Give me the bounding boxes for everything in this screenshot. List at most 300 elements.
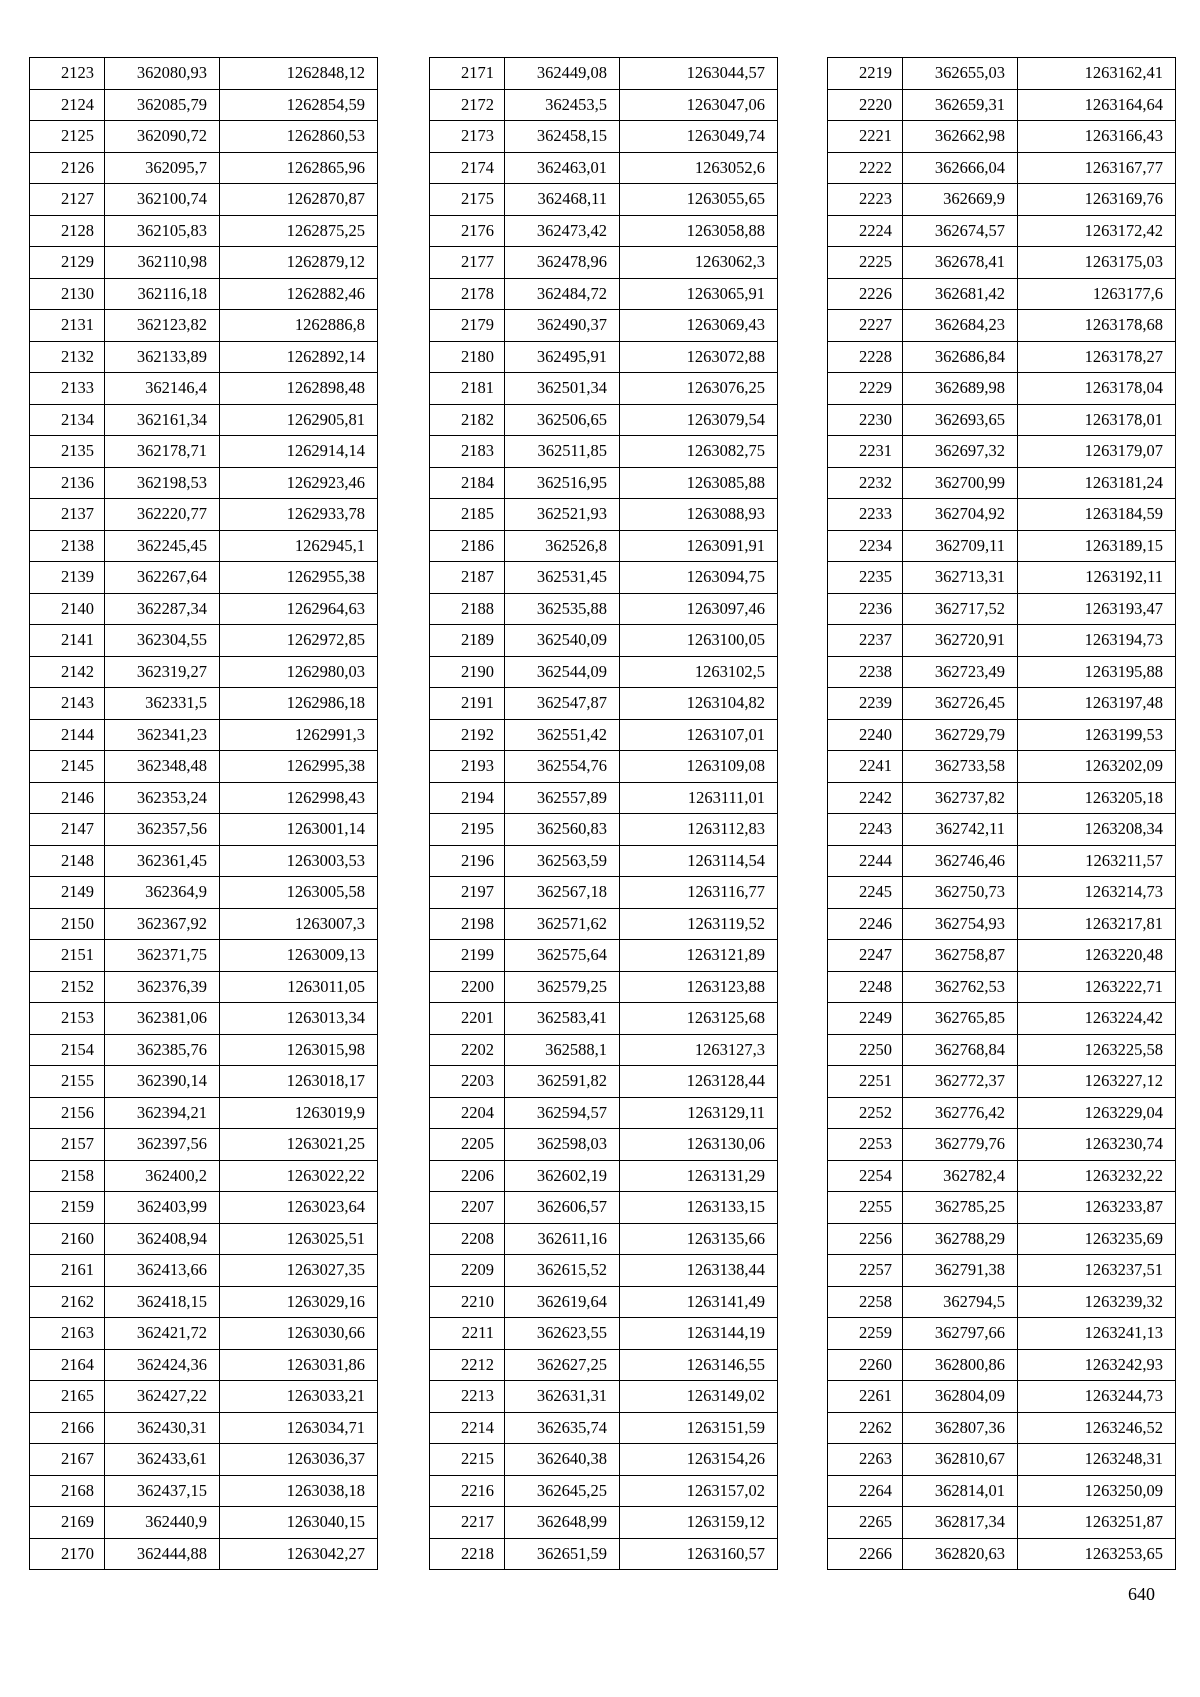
table-row [430,1255,778,1287]
point-number-cell: 2128 [30,215,105,247]
point-number-cell: 2232 [828,467,903,499]
y-coordinate-cell: 1262972,85 [220,625,378,657]
point-number-cell: 2229 [828,373,903,405]
x-coordinate-cell: 362361,45 [105,845,220,877]
y-coordinate-cell: 1263058,88 [620,215,778,247]
x-coordinate-cell: 362433,61 [105,1444,220,1476]
x-coordinate-cell: 362341,23 [105,719,220,751]
y-coordinate-cell: 1263244,73 [1018,1381,1176,1413]
y-coordinate-cell: 1263189,15 [1018,530,1176,562]
x-coordinate-cell: 362421,72 [105,1318,220,1350]
y-coordinate-cell: 1263194,73 [1018,625,1176,657]
x-coordinate-cell: 362645,25 [505,1475,620,1507]
table-row [828,562,1176,594]
point-number-cell: 2223 [828,184,903,216]
y-coordinate-cell: 1263114,54 [620,845,778,877]
table-row [828,278,1176,310]
point-number-cell: 2157 [30,1129,105,1161]
x-coordinate-cell: 362413,66 [105,1255,220,1287]
table-row [430,1475,778,1507]
table-row [828,184,1176,216]
table-row [430,1507,778,1539]
x-coordinate-cell: 362606,57 [505,1192,620,1224]
table-row [828,877,1176,909]
x-coordinate-cell: 362598,03 [505,1129,620,1161]
table-row [828,1192,1176,1224]
y-coordinate-cell: 1263159,12 [620,1507,778,1539]
y-coordinate-cell: 1263199,53 [1018,719,1176,751]
point-number-cell: 2219 [828,58,903,90]
table-row [828,625,1176,657]
point-number-cell: 2237 [828,625,903,657]
point-number-cell: 2226 [828,278,903,310]
table-row [30,58,378,90]
point-number-cell: 2133 [30,373,105,405]
table-row [30,1255,378,1287]
y-coordinate-cell: 1263211,57 [1018,845,1176,877]
table-row [30,184,378,216]
x-coordinate-cell: 362397,56 [105,1129,220,1161]
x-coordinate-cell: 362785,25 [903,1192,1018,1224]
y-coordinate-cell: 1262879,12 [220,247,378,279]
x-coordinate-cell: 362674,57 [903,215,1018,247]
x-coordinate-cell: 362631,31 [505,1381,620,1413]
y-coordinate-cell: 1263144,19 [620,1318,778,1350]
table-row [30,971,378,1003]
y-coordinate-cell: 1263102,5 [620,656,778,688]
y-coordinate-cell: 1263167,77 [1018,152,1176,184]
x-coordinate-cell: 362357,56 [105,814,220,846]
table-row [30,940,378,972]
point-number-cell: 2194 [430,782,505,814]
x-coordinate-cell: 362737,82 [903,782,1018,814]
x-coordinate-cell: 362602,19 [505,1160,620,1192]
x-coordinate-cell: 362800,86 [903,1349,1018,1381]
point-number-cell: 2134 [30,404,105,436]
x-coordinate-cell: 362116,18 [105,278,220,310]
point-number-cell: 2178 [430,278,505,310]
point-number-cell: 2129 [30,247,105,279]
table-row [30,593,378,625]
y-coordinate-cell: 1263217,81 [1018,908,1176,940]
table-row [30,89,378,121]
x-coordinate-cell: 362161,34 [105,404,220,436]
x-coordinate-cell: 362390,14 [105,1066,220,1098]
x-coordinate-cell: 362746,46 [903,845,1018,877]
point-number-cell: 2257 [828,1255,903,1287]
x-coordinate-cell: 362364,9 [105,877,220,909]
table-row [828,1349,1176,1381]
x-coordinate-cell: 362554,76 [505,751,620,783]
x-coordinate-cell: 362720,91 [903,625,1018,657]
table-row [30,530,378,562]
table-row [30,1192,378,1224]
table-row [828,1286,1176,1318]
table-row [30,908,378,940]
point-number-cell: 2135 [30,436,105,468]
x-coordinate-cell: 362788,29 [903,1223,1018,1255]
x-coordinate-cell: 362817,34 [903,1507,1018,1539]
x-coordinate-cell: 362563,59 [505,845,620,877]
y-coordinate-cell: 1263055,65 [620,184,778,216]
x-coordinate-cell: 362681,42 [903,278,1018,310]
point-number-cell: 2240 [828,719,903,751]
x-coordinate-cell: 362557,89 [505,782,620,814]
table-row [828,908,1176,940]
table-row [828,373,1176,405]
point-number-cell: 2222 [828,152,903,184]
y-coordinate-cell: 1263128,44 [620,1066,778,1098]
table-row [828,1066,1176,1098]
x-coordinate-cell: 362651,59 [505,1538,620,1570]
y-coordinate-cell: 1263005,58 [220,877,378,909]
table-row [828,971,1176,1003]
point-number-cell: 2150 [30,908,105,940]
y-coordinate-cell: 1263091,91 [620,530,778,562]
point-number-cell: 2158 [30,1160,105,1192]
point-number-cell: 2265 [828,1507,903,1539]
y-coordinate-cell: 1263123,88 [620,971,778,1003]
table-row [30,782,378,814]
x-coordinate-cell: 362484,72 [505,278,620,310]
table-row [430,152,778,184]
y-coordinate-cell: 1263246,52 [1018,1412,1176,1444]
y-coordinate-cell: 1263029,16 [220,1286,378,1318]
y-coordinate-cell: 1263193,47 [1018,593,1176,625]
y-coordinate-cell: 1263157,02 [620,1475,778,1507]
table-row [430,1349,778,1381]
y-coordinate-cell: 1262914,14 [220,436,378,468]
point-number-cell: 2233 [828,499,903,531]
point-number-cell: 2189 [430,625,505,657]
point-number-cell: 2148 [30,845,105,877]
table-row [430,467,778,499]
y-coordinate-cell: 1263253,65 [1018,1538,1176,1570]
x-coordinate-cell: 362666,04 [903,152,1018,184]
y-coordinate-cell: 1263021,25 [220,1129,378,1161]
table-row [430,1318,778,1350]
table-row [828,845,1176,877]
y-coordinate-cell: 1263088,93 [620,499,778,531]
y-coordinate-cell: 1262964,63 [220,593,378,625]
point-number-cell: 2241 [828,751,903,783]
y-coordinate-cell: 1262898,48 [220,373,378,405]
y-coordinate-cell: 1262980,03 [220,656,378,688]
table-row [30,1286,378,1318]
y-coordinate-cell: 1263233,87 [1018,1192,1176,1224]
point-number-cell: 2190 [430,656,505,688]
x-coordinate-cell: 362540,09 [505,625,620,657]
y-coordinate-cell: 1262875,25 [220,215,378,247]
table-row [828,1412,1176,1444]
y-coordinate-cell: 1263178,68 [1018,310,1176,342]
table-row [430,719,778,751]
x-coordinate-cell: 362623,55 [505,1318,620,1350]
x-coordinate-cell: 362678,41 [903,247,1018,279]
x-coordinate-cell: 362453,5 [505,89,620,121]
table-row [30,845,378,877]
point-number-cell: 2138 [30,530,105,562]
table-row [30,436,378,468]
y-coordinate-cell: 1263229,04 [1018,1097,1176,1129]
x-coordinate-cell: 362444,88 [105,1538,220,1570]
point-number-cell: 2248 [828,971,903,1003]
y-coordinate-cell: 1263042,27 [220,1538,378,1570]
table-row [828,58,1176,90]
y-coordinate-cell: 1263065,91 [620,278,778,310]
y-coordinate-cell: 1263023,64 [220,1192,378,1224]
y-coordinate-cell: 1263178,01 [1018,404,1176,436]
table-row [30,1475,378,1507]
y-coordinate-cell: 1263151,59 [620,1412,778,1444]
x-coordinate-cell: 362123,82 [105,310,220,342]
x-coordinate-cell: 362403,99 [105,1192,220,1224]
table-row [430,121,778,153]
point-number-cell: 2127 [30,184,105,216]
y-coordinate-cell: 1262848,12 [220,58,378,90]
x-coordinate-cell: 362575,64 [505,940,620,972]
x-coordinate-cell: 362501,34 [505,373,620,405]
table-row [430,845,778,877]
x-coordinate-cell: 362804,09 [903,1381,1018,1413]
x-coordinate-cell: 362440,9 [105,1507,220,1539]
table-row [30,1507,378,1539]
x-coordinate-cell: 362506,65 [505,404,620,436]
y-coordinate-cell: 1263107,01 [620,719,778,751]
y-coordinate-cell: 1263112,83 [620,814,778,846]
y-coordinate-cell: 1263214,73 [1018,877,1176,909]
point-number-cell: 2250 [828,1034,903,1066]
y-coordinate-cell: 1263178,04 [1018,373,1176,405]
table-row [828,656,1176,688]
y-coordinate-cell: 1263208,34 [1018,814,1176,846]
point-number-cell: 2262 [828,1412,903,1444]
point-number-cell: 2180 [430,341,505,373]
x-coordinate-cell: 362782,4 [903,1160,1018,1192]
table-row [430,562,778,594]
table-row [430,593,778,625]
point-number-cell: 2159 [30,1192,105,1224]
point-number-cell: 2151 [30,940,105,972]
point-number-cell: 2245 [828,877,903,909]
point-number-cell: 2261 [828,1381,903,1413]
point-number-cell: 2218 [430,1538,505,1570]
x-coordinate-cell: 362287,34 [105,593,220,625]
point-number-cell: 2231 [828,436,903,468]
table-row [828,215,1176,247]
table-row [430,1066,778,1098]
table-row [430,625,778,657]
x-coordinate-cell: 362583,41 [505,1003,620,1035]
x-coordinate-cell: 362611,16 [505,1223,620,1255]
point-number-cell: 2136 [30,467,105,499]
point-number-cell: 2169 [30,1507,105,1539]
y-coordinate-cell: 1263149,02 [620,1381,778,1413]
y-coordinate-cell: 1263184,59 [1018,499,1176,531]
x-coordinate-cell: 362531,45 [505,562,620,594]
y-coordinate-cell: 1263232,22 [1018,1160,1176,1192]
point-number-cell: 2179 [430,310,505,342]
table-row [430,908,778,940]
table-row [30,1097,378,1129]
y-coordinate-cell: 1262860,53 [220,121,378,153]
point-number-cell: 2191 [430,688,505,720]
point-number-cell: 2131 [30,310,105,342]
table-row [828,1160,1176,1192]
x-coordinate-cell: 362198,53 [105,467,220,499]
table-row [430,58,778,90]
point-number-cell: 2181 [430,373,505,405]
y-coordinate-cell: 1263224,42 [1018,1003,1176,1035]
x-coordinate-cell: 362348,48 [105,751,220,783]
y-coordinate-cell: 1263197,48 [1018,688,1176,720]
table-row [430,1538,778,1570]
y-coordinate-cell: 1263119,52 [620,908,778,940]
point-number-cell: 2163 [30,1318,105,1350]
y-coordinate-cell: 1263079,54 [620,404,778,436]
point-number-cell: 2246 [828,908,903,940]
x-coordinate-cell: 362750,73 [903,877,1018,909]
point-number-cell: 2220 [828,89,903,121]
table-row [430,499,778,531]
point-number-cell: 2217 [430,1507,505,1539]
point-number-cell: 2210 [430,1286,505,1318]
table-row [828,1475,1176,1507]
point-number-cell: 2266 [828,1538,903,1570]
y-coordinate-cell: 1263009,13 [220,940,378,972]
y-coordinate-cell: 1263179,07 [1018,436,1176,468]
table-row [828,404,1176,436]
y-coordinate-cell: 1263022,22 [220,1160,378,1192]
table-row [430,278,778,310]
y-coordinate-cell: 1263033,21 [220,1381,378,1413]
table-row [30,814,378,846]
table-row [430,1444,778,1476]
point-number-cell: 2255 [828,1192,903,1224]
point-number-cell: 2167 [30,1444,105,1476]
y-coordinate-cell: 1263248,31 [1018,1444,1176,1476]
point-number-cell: 2254 [828,1160,903,1192]
x-coordinate-cell: 362729,79 [903,719,1018,751]
table-row [430,1034,778,1066]
y-coordinate-cell: 1263141,49 [620,1286,778,1318]
y-coordinate-cell: 1263104,82 [620,688,778,720]
coordinates-table-3 [827,57,1176,1570]
x-coordinate-cell: 362400,2 [105,1160,220,1192]
point-number-cell: 2160 [30,1223,105,1255]
point-number-cell: 2184 [430,467,505,499]
y-coordinate-cell: 1263072,88 [620,341,778,373]
x-coordinate-cell: 362733,58 [903,751,1018,783]
table-row [828,341,1176,373]
table-row [30,341,378,373]
y-coordinate-cell: 1262998,43 [220,782,378,814]
point-number-cell: 2152 [30,971,105,1003]
y-coordinate-cell: 1263082,75 [620,436,778,468]
point-number-cell: 2149 [30,877,105,909]
table-row [430,436,778,468]
table-row [828,1507,1176,1539]
point-number-cell: 2132 [30,341,105,373]
point-number-cell: 2253 [828,1129,903,1161]
x-coordinate-cell: 362468,11 [505,184,620,216]
table-row [30,467,378,499]
table-row [30,1223,378,1255]
table-row [828,593,1176,625]
x-coordinate-cell: 362765,85 [903,1003,1018,1035]
y-coordinate-cell: 1262882,46 [220,278,378,310]
x-coordinate-cell: 362100,74 [105,184,220,216]
table-row [430,1286,778,1318]
point-number-cell: 2243 [828,814,903,846]
y-coordinate-cell: 1263222,71 [1018,971,1176,1003]
y-coordinate-cell: 1263130,06 [620,1129,778,1161]
table-row [828,1538,1176,1570]
x-coordinate-cell: 362594,57 [505,1097,620,1129]
page-number: 640 [1128,1584,1155,1604]
table-row [828,814,1176,846]
x-coordinate-cell: 362619,64 [505,1286,620,1318]
x-coordinate-cell: 362591,82 [505,1066,620,1098]
point-number-cell: 2196 [430,845,505,877]
y-coordinate-cell: 1263172,42 [1018,215,1176,247]
table-row [30,1349,378,1381]
table-row [430,1381,778,1413]
y-coordinate-cell: 1263195,88 [1018,656,1176,688]
x-coordinate-cell: 362567,18 [505,877,620,909]
table-row [30,247,378,279]
y-coordinate-cell: 1262995,38 [220,751,378,783]
x-coordinate-cell: 362713,31 [903,562,1018,594]
table-row [30,688,378,720]
y-coordinate-cell: 1263227,12 [1018,1066,1176,1098]
table-row [430,971,778,1003]
x-coordinate-cell: 362521,93 [505,499,620,531]
table-row [430,656,778,688]
table-row [30,1160,378,1192]
point-number-cell: 2263 [828,1444,903,1476]
y-coordinate-cell: 1263181,24 [1018,467,1176,499]
table-row [30,152,378,184]
point-number-cell: 2126 [30,152,105,184]
y-coordinate-cell: 1263146,55 [620,1349,778,1381]
point-number-cell: 2187 [430,562,505,594]
table-row [828,719,1176,751]
point-number-cell: 2225 [828,247,903,279]
point-number-cell: 2139 [30,562,105,594]
x-coordinate-cell: 362458,15 [505,121,620,153]
table-row [828,782,1176,814]
point-number-cell: 2183 [430,436,505,468]
y-coordinate-cell: 1263038,18 [220,1475,378,1507]
table-row [430,247,778,279]
y-coordinate-cell: 1263237,51 [1018,1255,1176,1287]
y-coordinate-cell: 1263133,15 [620,1192,778,1224]
y-coordinate-cell: 1263031,86 [220,1349,378,1381]
table-row [30,1381,378,1413]
x-coordinate-cell: 362693,65 [903,404,1018,436]
table-row [430,1129,778,1161]
point-number-cell: 2171 [430,58,505,90]
x-coordinate-cell: 362768,84 [903,1034,1018,1066]
y-coordinate-cell: 1263138,44 [620,1255,778,1287]
x-coordinate-cell: 362659,31 [903,89,1018,121]
table-row [430,404,778,436]
table-row [430,1097,778,1129]
y-coordinate-cell: 1263003,53 [220,845,378,877]
y-coordinate-cell: 1263044,57 [620,58,778,90]
y-coordinate-cell: 1263121,89 [620,940,778,972]
